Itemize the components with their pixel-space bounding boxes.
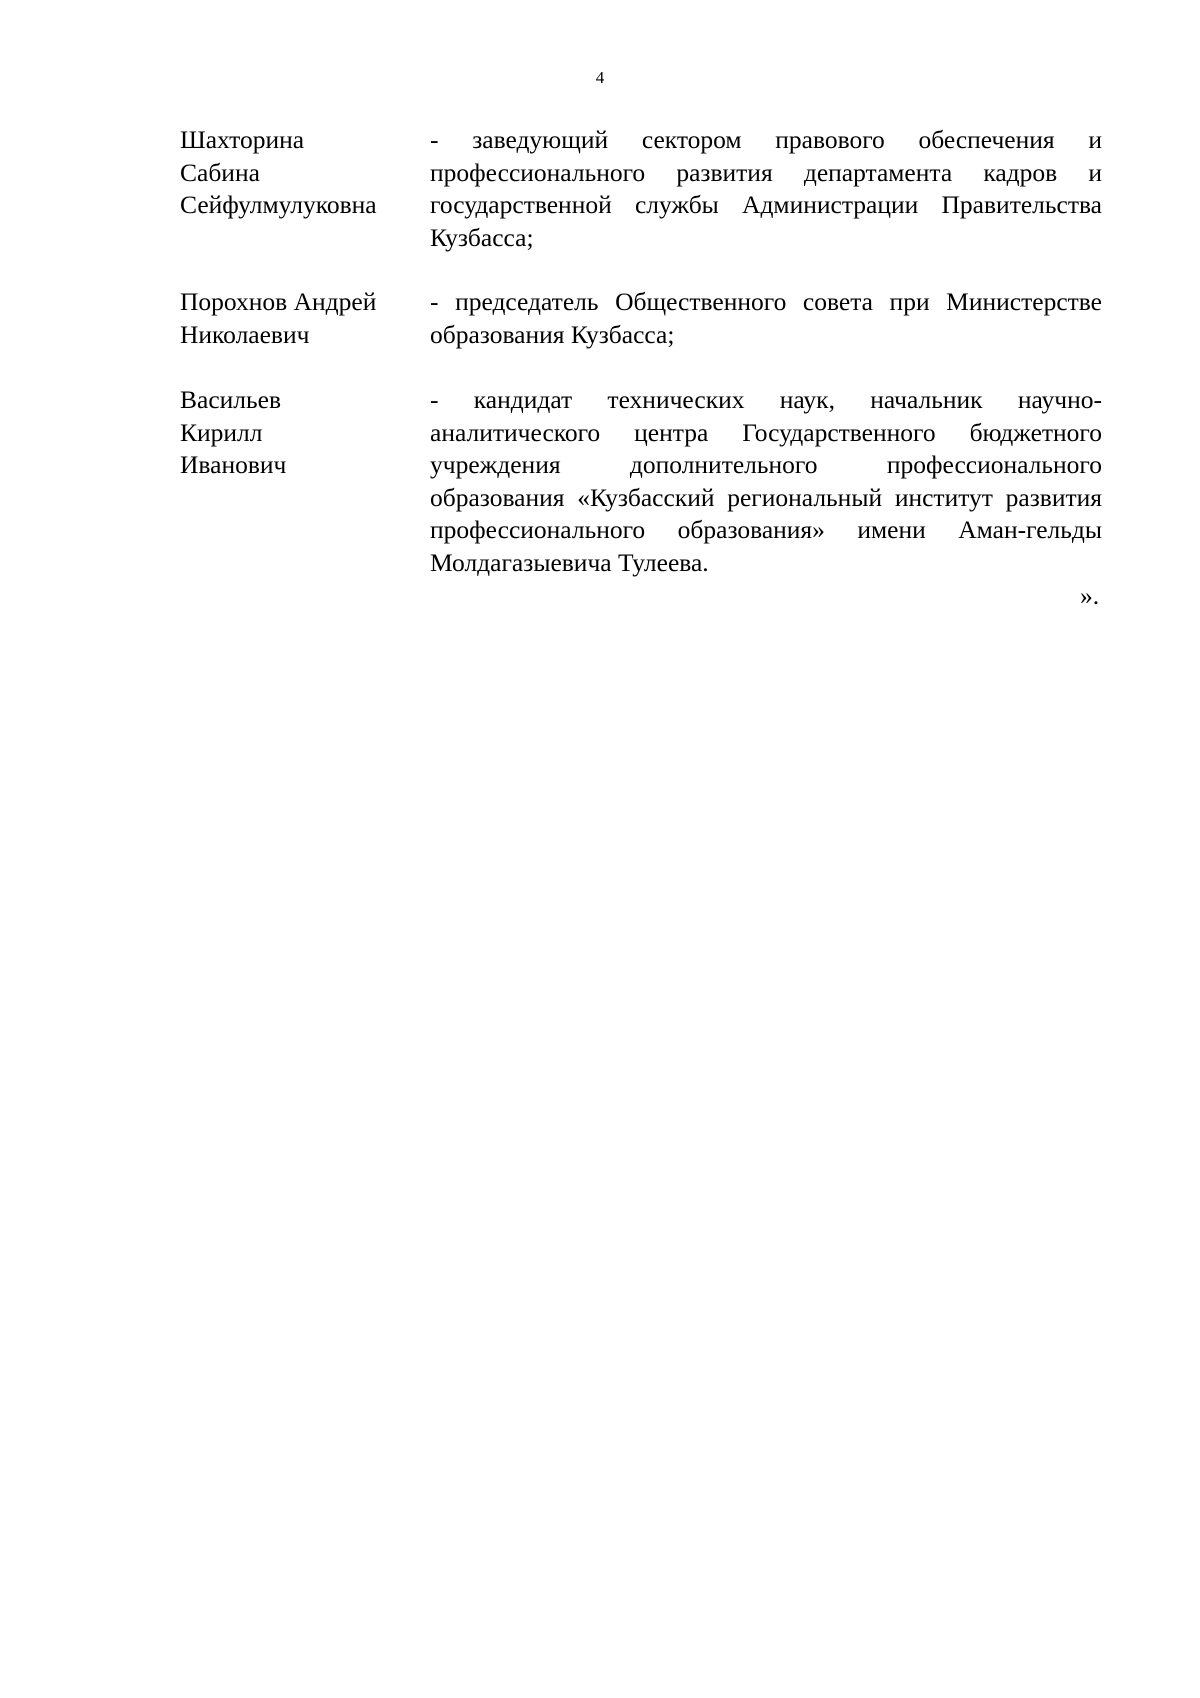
member-name-line: Сабина (180, 157, 260, 187)
member-name (180, 286, 430, 351)
member-name (180, 124, 430, 254)
member-name-line: Васильев (180, 385, 282, 414)
member-name-line: Иванович (180, 450, 287, 479)
member-name-line: Кирилл (180, 417, 263, 447)
member-name-line: Шахторина (180, 125, 305, 154)
member-name-line: Николаевич (180, 319, 310, 349)
member-entry (180, 384, 1102, 579)
member-name (180, 384, 430, 579)
member-name-line: Сейфулмулуковна (180, 190, 377, 219)
member-description: - председатель Общественного совета при Министерстве образования Кузбасса; (430, 287, 1102, 349)
member-name-line: Порохнов Андрей (180, 287, 377, 316)
member-description: - кандидат технических наук, начальник научно-аналитического центра Государственного бюджетного учреждения дополнительного профессионального образования «Кузбасский региональный институт развития профессионального образования» имени Аман-гельды Молдагазыевича Тулеева. (430, 385, 1102, 577)
closing-quote-mark: ». (1080, 581, 1100, 610)
member-description: - заведующий сектором правового обеспечения и профессионального развития департамента кадров и государственной службы Администрации Правительства Кузбасса; (430, 125, 1102, 252)
page-number: 4 (595, 68, 605, 87)
member-entry (180, 286, 1102, 351)
member-entry (180, 124, 1102, 254)
